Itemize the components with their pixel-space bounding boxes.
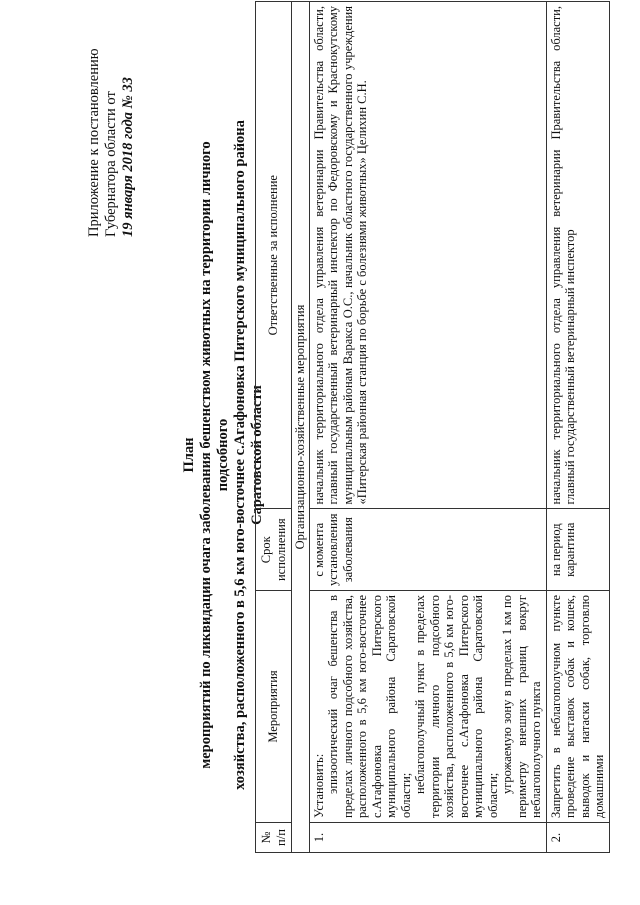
header-responsible: Ответственные за исполнение <box>256 2 292 509</box>
table-row <box>309 2 546 853</box>
row-number: 2. <box>546 823 609 853</box>
title-line-3: Саратовской области <box>249 385 265 525</box>
title-line-1: мероприятий по ликвидации очага заболевания бешенством животных на территории личного подсобного <box>198 141 231 769</box>
measure-paragraph: неблагополучный пункт в пределах территории личного подсобного хозяйства, расположенного в 5,6 км юго-восточнее с.Агафоновка Питерского муниципального района Саратовской области; <box>413 595 500 818</box>
section-row <box>292 2 310 853</box>
section-title: Организационно-хозяйственные мероприятия <box>292 2 310 853</box>
appendix-date: 19 января 2018 года № 33 <box>120 77 136 237</box>
row-responsible: начальник территориального отдела управления ветеринарии Правительства области, главный государственный ветеринарный инспектор <box>546 2 609 509</box>
document-title <box>181 105 266 805</box>
appendix-block <box>86 17 137 237</box>
row-measure: Запретить в неблагополучном пункте проведение выставок собак и кошек, выводок и натаски собак, торговлю домашними <box>546 591 609 823</box>
appendix-line-2: Губернатора области от <box>103 91 119 237</box>
measure-head: Установить: <box>311 753 326 818</box>
measure-paragraph: эпизоотический очаг бешенства в пределах личного подсобного хозяйства, расположенного в 5,6 км юго-восточнее с.Агафоновка Питерского муниципального района Саратовской области; <box>326 595 413 818</box>
title-heading: План <box>181 437 197 473</box>
row-responsible: начальник территориального отдела управления ветеринарии Правительства области, главный государственный ветеринарный инспектор по Федоровскому и Краснокутскому муниципальным районам Варакса О.С., начальник областного государственного учреждения «Питерская районная станция по борьбе с болезнями животных» Целихин С.Н. <box>309 2 546 509</box>
table-row <box>546 2 609 853</box>
measure-paragraph: угрожаемую зону в пределах 1 км по периметру внешних границ вокруг неблагополучного пункта <box>500 595 543 818</box>
row-term: с момента установления заболевания <box>309 509 546 591</box>
header-measures: Мероприятия <box>256 591 292 823</box>
row-measure <box>309 591 546 823</box>
header-num: № п/п <box>256 823 292 853</box>
table-header-row <box>256 2 292 853</box>
row-term: на период карантина <box>546 509 609 591</box>
row-number: 1. <box>309 823 546 853</box>
title-line-2: хозяйства, расположенного в 5,6 км юго-восточнее с.Агафоновка Питерского муниципального района <box>232 120 248 790</box>
appendix-line-1: Приложение к постановлению <box>86 48 102 237</box>
plan-table <box>255 1 610 853</box>
header-term: Срок исполнения <box>256 509 292 591</box>
